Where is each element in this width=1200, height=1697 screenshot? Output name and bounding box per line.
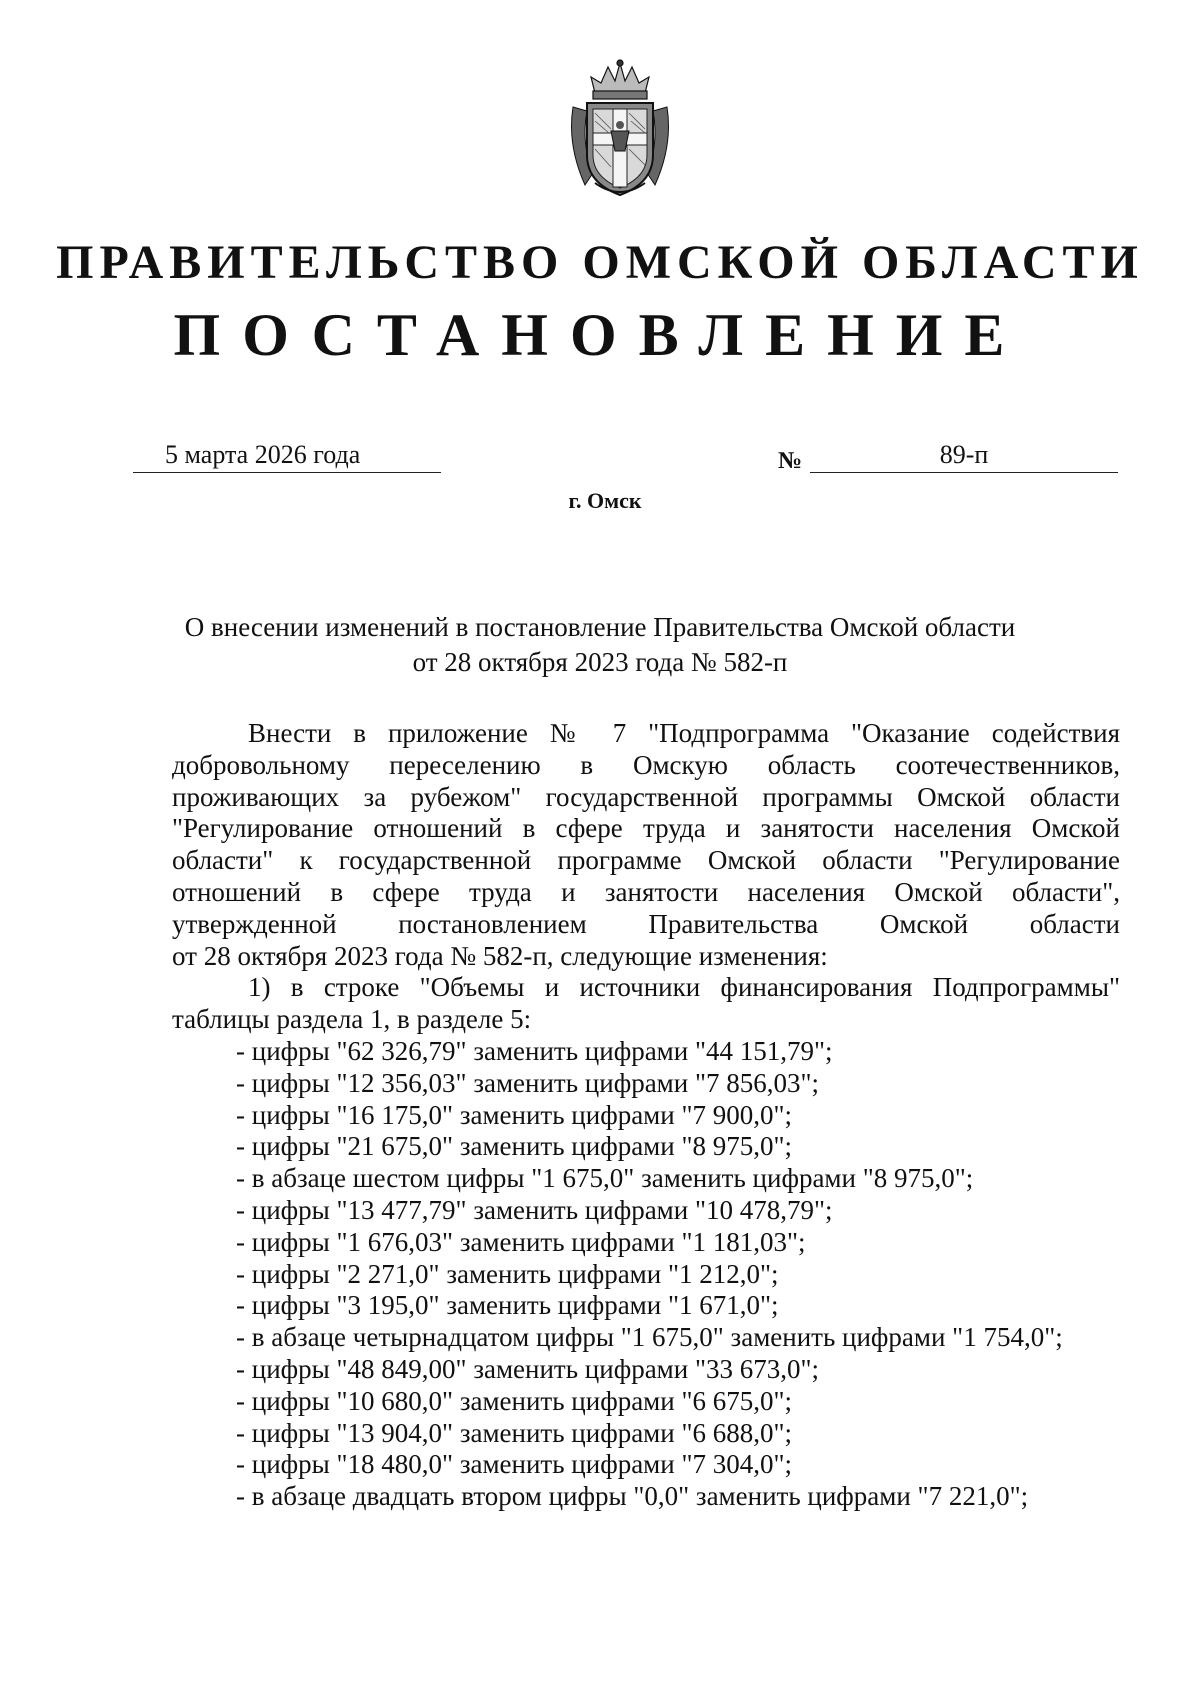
body-line: от 28 октября 2023 года № 582-п, следующие изменения: xyxy=(172,940,828,971)
list-item: - цифры "12 356,03" заменить цифрами "7 856,03"; xyxy=(236,1067,820,1098)
number-sign: № xyxy=(778,448,803,474)
document-subject xyxy=(120,610,1080,680)
body-line: добровольному переселению в Омскую область соотечественников, xyxy=(172,749,1120,780)
list-item: - в абзаце шестом цифры "1 675,0" заменить цифрами "8 975,0"; xyxy=(236,1163,974,1194)
list-item: - цифры "3 195,0" заменить цифрами "1 671,0"; xyxy=(236,1290,779,1321)
body-line: утвержденной постановлением Правительства Омской области xyxy=(172,908,1120,939)
body-line: Внести в приложение № 7 "Подпрограмма "Оказание содействия xyxy=(248,718,1120,748)
list-item: - цифры "18 480,0" заменить цифрами "7 304,0"; xyxy=(236,1449,793,1480)
document-kind-title: ПОСТАНОВЛЕНИЕ xyxy=(173,302,1027,368)
document-number: 89-п xyxy=(939,440,989,469)
body-line: 1) в строке "Объемы и источники финансирования Подпрограммы" xyxy=(248,972,1120,1003)
body-line: проживающих за рубежом" государственной программы Омской области xyxy=(172,781,1120,812)
document-date: 5 марта 2026 года xyxy=(165,440,361,469)
list-item: - в абзаце четырнадцатом цифры "1 675,0" заменить цифрами "1 754,0"; xyxy=(236,1322,1063,1353)
list-item: - цифры "1 676,03" заменить цифрами "1 181,03"; xyxy=(236,1226,806,1257)
body-line: области" к государственной программе Омской области "Регулирование xyxy=(172,845,1120,876)
subject-line: О внесении изменений в постановление Правительства Омской области xyxy=(184,612,1016,642)
subject-line: от 28 октября 2023 года № 582-п xyxy=(412,647,788,677)
document-date-field xyxy=(133,438,441,473)
list-item: - цифры "10 680,0" заменить цифрами "6 675,0"; xyxy=(236,1385,793,1416)
body-line: отношений в сфере труда и занятости населения Омской области", xyxy=(172,876,1120,907)
body-line: таблицы раздела 1, в разделе 5: xyxy=(172,1004,532,1035)
government-title: ПРАВИТЕЛЬСТВО ОМСКОЙ ОБЛАСТИ xyxy=(56,236,1144,289)
city-label: г. Омск xyxy=(568,488,642,513)
omsk-coat-of-arms-emblem xyxy=(565,55,675,200)
document-number-field xyxy=(810,438,1118,473)
list-item: - цифры "13 477,79" заменить цифрами "10 478,79"; xyxy=(236,1194,833,1225)
list-item: - цифры "16 175,0" заменить цифрами "7 900,0"; xyxy=(236,1099,793,1130)
document-body xyxy=(172,718,1120,1513)
list-item: - цифры "21 675,0" заменить цифрами "8 975,0"; xyxy=(236,1131,793,1162)
list-item: - цифры "48 849,00" заменить цифрами "33 673,0"; xyxy=(236,1353,820,1384)
list-item: - цифры "13 904,0" заменить цифрами "6 688,0"; xyxy=(236,1417,793,1448)
list-item: - цифры "2 271,0" заменить цифрами "1 212,0"; xyxy=(236,1258,779,1289)
body-line: "Регулирование отношений в сфере труда и занятости населения Омской xyxy=(172,813,1120,844)
list-item: - в абзаце двадцать втором цифры "0,0" заменить цифрами "7 221,0"; xyxy=(236,1481,1029,1512)
list-item: - цифры "62 326,79" заменить цифрами "44 151,79"; xyxy=(236,1035,833,1066)
